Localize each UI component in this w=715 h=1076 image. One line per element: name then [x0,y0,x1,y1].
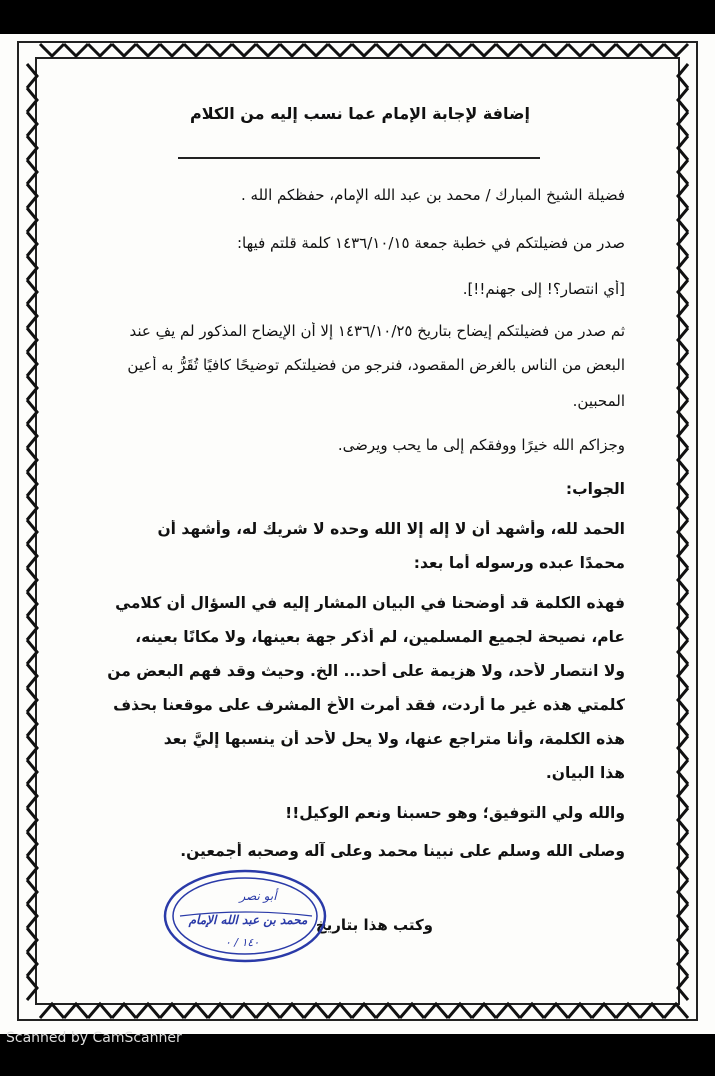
answer-salawat: وصلى الله وسلم على نبينا محمد وعلى آله وصحبه أجمعين. [180,842,625,860]
border-chevron [64,44,88,56]
border-chevron [376,44,400,56]
question-quote: [أي انتصار؟! إلى جهنم!!]. [462,280,625,298]
border-chevron [64,1004,88,1018]
border-chevron [88,1004,112,1018]
border-chevron [568,1004,592,1018]
answer-tawfiq: والله ولي التوفيق؛ وهو حسبنا ونعم الوكيل!! [285,804,625,822]
border-chevron [256,1004,280,1018]
border-chevron [40,1004,64,1018]
border-chevron [280,44,304,56]
question-line-1: صدر من فضيلتكم في خطبة جمعة ١٤٣٦/١٠/١٥ كلمة قلتم فيها: [237,234,625,252]
border-chevron [88,44,112,56]
border-chevron [544,44,568,56]
border-chevron [520,1004,544,1018]
question-line-4: المحبين. [572,392,625,410]
border-chevron [448,1004,472,1018]
document-page [0,34,715,1034]
salutation: فضيلة الشيخ المبارك / محمد بن عبد الله الإمام، حفظكم الله . [240,186,625,204]
border-chevron [160,1004,184,1018]
border-chevron [544,1004,568,1018]
question-line-2: ثم صدر من فضيلتكم إيضاح بتاريخ ١٤٣٦/١٠/٢٥ إلا أن الإيضاح المذكور لم يفِ عند [129,322,625,340]
border-chevron [232,44,256,56]
border-chevron [448,44,472,56]
answer-p2-line-6: هذا البيان. [545,764,625,782]
border-chevron [136,1004,160,1018]
seal-date-text: ١٤٠ / ٠ [224,936,260,949]
border-chevron [136,44,160,56]
answer-p2-line-4: كلمتي هذه غير ما أردت، فقد أمرت الأخ المشرف على موقعنا بحذف [113,696,625,714]
border-chevron [472,44,496,56]
answer-p2-line-5: هذه الكلمة، وأنا متراجع عنها، ولا يحل لأحد أن ينسبها إليَّ بعد [163,730,625,748]
border-chevron [568,44,592,56]
border-chevron [640,44,664,56]
border-chevron [664,44,688,56]
scanner-watermark: Scanned by CamScanner [6,1030,182,1046]
border-chevron [112,44,136,56]
written-on-date: وكتب هذا بتاريخ [315,916,433,934]
border-chevron [280,1004,304,1018]
border-chevron [328,1004,352,1018]
seal-stamp [160,866,330,966]
border-chevron [520,44,544,56]
answer-p2-line-3: ولا انتصار لأحد، ولا هزيمة على أحد... الخ. وحيث وقد فهم البعض من [107,662,625,680]
border-chevron [304,1004,328,1018]
border-chevron [424,1004,448,1018]
border-chevron [184,1004,208,1018]
border-chevron [112,1004,136,1018]
border-chevron [616,1004,640,1018]
answer-heading: الجواب: [565,480,625,498]
question-closing: وجزاكم الله خيرًا ووفقكم إلى ما يحب ويرضى. [337,436,625,454]
answer-p1-line-1: الحمد لله، وأشهد أن لا إله إلا الله وحده لا شريك له، وأشهد أن [157,520,625,538]
answer-p1-line-2: محمدًا عبده ورسوله أما بعد: [413,554,625,572]
title-underline [178,157,540,159]
border-chevron [40,44,64,56]
border-chevron [208,44,232,56]
border-chevron [352,44,376,56]
border-chevron [616,44,640,56]
border-chevron [160,44,184,56]
border-chevron [640,1004,664,1018]
border-chevron [328,44,352,56]
border-chevron [592,44,616,56]
border-chevron [400,1004,424,1018]
border-chevron [496,1004,520,1018]
border-chevron [304,44,328,56]
border-chevron [592,1004,616,1018]
answer-p2-line-2: عام، نصيحة لجميع المسلمين، لم أذكر جهة بعينها، ولا مكانًا بعينه، [135,628,625,646]
border-chevron [184,44,208,56]
border-chevron [352,1004,376,1018]
question-line-3: البعض من الناس بالغرض المقصود، فنرجو من فضيلتكم توضيحًا كافيًا تُقَرُّ به أعين [127,356,625,374]
seal-name-text: محمد بن عبد الله الإمام [188,913,308,927]
document-title: إضافة لإجابة الإمام عما نسب إليه من الكلام [190,104,530,123]
border-chevron [496,44,520,56]
border-chevron [232,1004,256,1018]
border-chevron [424,44,448,56]
border-chevron [256,44,280,56]
border-chevron [472,1004,496,1018]
border-chevron [664,1004,688,1018]
seal-top-text: أبو نصر [239,889,277,903]
border-chevron [400,44,424,56]
border-chevron [376,1004,400,1018]
answer-p2-line-1: فهذه الكلمة قد أوضحنا في البيان المشار إليه في السؤال أن كلامي [115,594,625,612]
border-chevron [208,1004,232,1018]
